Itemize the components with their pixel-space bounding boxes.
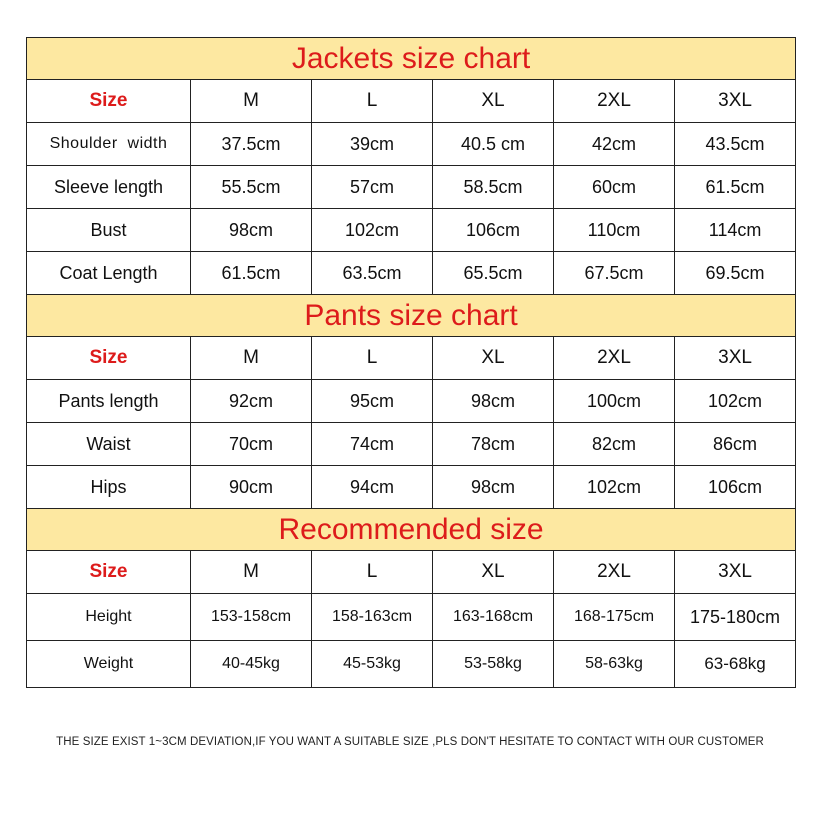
table-cell: 95cm bbox=[312, 380, 433, 423]
table-row bbox=[27, 423, 796, 466]
table-cell: 78cm bbox=[433, 423, 554, 466]
table-cell: 70cm bbox=[191, 423, 312, 466]
table-cell: 63-68kg bbox=[675, 641, 796, 688]
table-cell: 39cm bbox=[312, 123, 433, 166]
recommended-size-header-row bbox=[27, 551, 796, 594]
table-cell: 82cm bbox=[554, 423, 675, 466]
table-row bbox=[27, 123, 796, 166]
table-cell: 94cm bbox=[312, 466, 433, 509]
table-cell: 45-53kg bbox=[312, 641, 433, 688]
size-header-cell: 3XL bbox=[675, 337, 796, 380]
table-row bbox=[27, 466, 796, 509]
size-header-cell: M bbox=[191, 551, 312, 594]
jackets-title: Jackets size chart bbox=[27, 38, 796, 80]
table-cell: 61.5cm bbox=[191, 252, 312, 295]
table-cell: 175-180cm bbox=[675, 594, 796, 641]
recommended-size-label: Size bbox=[27, 551, 191, 594]
table-cell: 67.5cm bbox=[554, 252, 675, 295]
table-cell: 40-45kg bbox=[191, 641, 312, 688]
row-label-sleeve-length: Sleeve length bbox=[27, 166, 191, 209]
size-header-cell: XL bbox=[433, 551, 554, 594]
table-cell: 37.5cm bbox=[191, 123, 312, 166]
table-cell: 163-168cm bbox=[433, 594, 554, 641]
table-cell: 100cm bbox=[554, 380, 675, 423]
table-cell: 55.5cm bbox=[191, 166, 312, 209]
table-cell: 168-175cm bbox=[554, 594, 675, 641]
jackets-title-row bbox=[27, 38, 796, 80]
size-header-cell: XL bbox=[433, 337, 554, 380]
table-cell: 106cm bbox=[433, 209, 554, 252]
size-header-cell: L bbox=[312, 80, 433, 123]
row-label-shoulder-width: Shoulder width bbox=[27, 123, 191, 166]
table-row bbox=[27, 252, 796, 295]
table-cell: 90cm bbox=[191, 466, 312, 509]
table-cell: 58-63kg bbox=[554, 641, 675, 688]
row-label-height: Height bbox=[27, 594, 191, 641]
table-cell: 153-158cm bbox=[191, 594, 312, 641]
table-cell: 60cm bbox=[554, 166, 675, 209]
table-cell: 58.5cm bbox=[433, 166, 554, 209]
recommended-title-row bbox=[27, 509, 796, 551]
size-header-cell: L bbox=[312, 337, 433, 380]
table-cell: 74cm bbox=[312, 423, 433, 466]
table-cell: 106cm bbox=[675, 466, 796, 509]
table-cell: 63.5cm bbox=[312, 252, 433, 295]
table-cell: 40.5 cm bbox=[433, 123, 554, 166]
table-cell: 102cm bbox=[312, 209, 433, 252]
table-row bbox=[27, 209, 796, 252]
size-chart-sheet bbox=[26, 37, 796, 688]
table-cell: 102cm bbox=[554, 466, 675, 509]
size-header-cell: M bbox=[191, 80, 312, 123]
table-cell: 92cm bbox=[191, 380, 312, 423]
table-cell: 98cm bbox=[433, 466, 554, 509]
row-label-waist: Waist bbox=[27, 423, 191, 466]
table-cell: 86cm bbox=[675, 423, 796, 466]
deviation-footnote: THE SIZE EXIST 1~3CM DEVIATION,IF YOU WANT A SUITABLE SIZE ,PLS DON'T HESITATE TO CONTACT WITH OUR CUSTOMER bbox=[56, 736, 764, 748]
table-cell: 158-163cm bbox=[312, 594, 433, 641]
table-row bbox=[27, 641, 796, 688]
table-cell: 98cm bbox=[191, 209, 312, 252]
table-cell: 114cm bbox=[675, 209, 796, 252]
size-header-cell: L bbox=[312, 551, 433, 594]
recommended-title: Recommended size bbox=[27, 509, 796, 551]
pants-size-label: Size bbox=[27, 337, 191, 380]
row-label-pants-length: Pants length bbox=[27, 380, 191, 423]
table-row bbox=[27, 594, 796, 641]
size-header-cell: 2XL bbox=[554, 551, 675, 594]
table-cell: 69.5cm bbox=[675, 252, 796, 295]
table-cell: 110cm bbox=[554, 209, 675, 252]
pants-title-row bbox=[27, 295, 796, 337]
row-label-weight: Weight bbox=[27, 641, 191, 688]
table-cell: 98cm bbox=[433, 380, 554, 423]
size-header-cell: M bbox=[191, 337, 312, 380]
table-cell: 43.5cm bbox=[675, 123, 796, 166]
table-cell: 53-58kg bbox=[433, 641, 554, 688]
size-header-cell: XL bbox=[433, 80, 554, 123]
table-cell: 57cm bbox=[312, 166, 433, 209]
table-cell: 61.5cm bbox=[675, 166, 796, 209]
size-header-cell: 2XL bbox=[554, 337, 675, 380]
row-label-coat-length: Coat Length bbox=[27, 252, 191, 295]
pants-title: Pants size chart bbox=[27, 295, 796, 337]
jackets-size-label: Size bbox=[27, 80, 191, 123]
table-cell: 102cm bbox=[675, 380, 796, 423]
table-row bbox=[27, 166, 796, 209]
table-cell: 65.5cm bbox=[433, 252, 554, 295]
table-cell: 42cm bbox=[554, 123, 675, 166]
jackets-size-header-row bbox=[27, 80, 796, 123]
size-header-cell: 3XL bbox=[675, 551, 796, 594]
row-label-bust: Bust bbox=[27, 209, 191, 252]
pants-size-header-row bbox=[27, 337, 796, 380]
table-row bbox=[27, 380, 796, 423]
size-header-cell: 2XL bbox=[554, 80, 675, 123]
size-header-cell: 3XL bbox=[675, 80, 796, 123]
size-chart-table bbox=[26, 37, 796, 688]
row-label-hips: Hips bbox=[27, 466, 191, 509]
